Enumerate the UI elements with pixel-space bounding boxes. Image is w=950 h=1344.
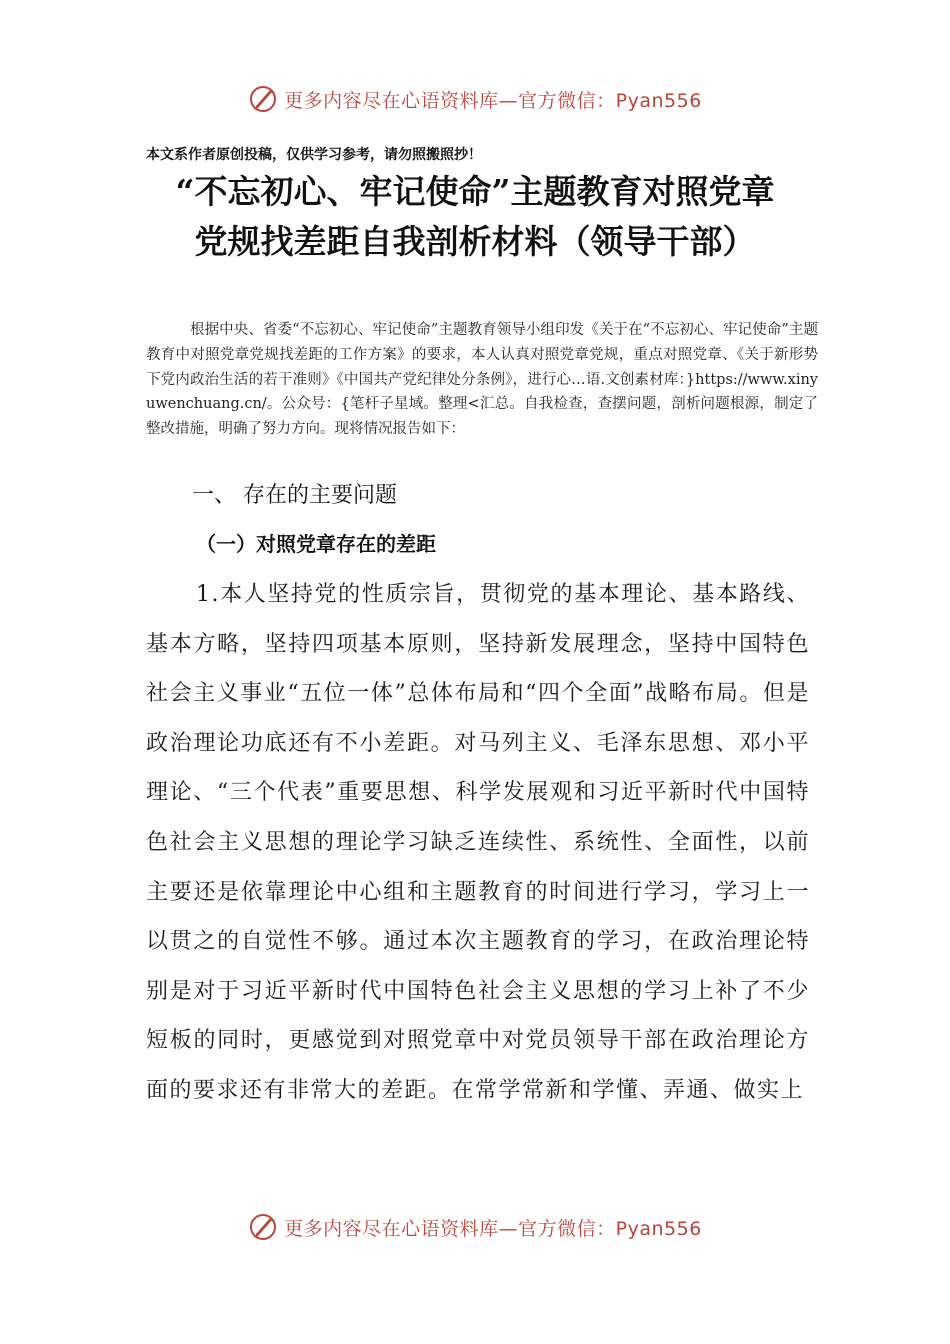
watermark-text: 更多内容尽在心语资料库—官方微信：Pyan556 [284, 1217, 702, 1240]
body-paragraph: 1.本人坚持党的性质宗旨，贯彻党的基本理论、基本路线、基本方略，坚持四项基本原则，坚持新发展理念，坚持中国特色社会主义事业“五位一体”总体布局和“四个全面”战略布局。但是政治理论功底还有不小差距。对马列主义、毛泽东思想、邓小平理论、“三个代表”重要思想、科学发展观和习近平新时代中国特色社会主义思想的理论学习缺乏连续性、系统性、全面性，以前主要还是依靠理论中心组和主题教育的时间进行学习，学习上一以贯之的自觉性不够。通过本次主题教育的学习，在政治理论特别是对于习近平新时代中国特色社会主义思想的学习上补了不少短板的同时，更感觉到对照党章中对党员领导干部在政治理论方面的要求还有非常大的差距。在常学常新和学懂、弄通、做实上 [146, 582, 810, 1103]
watermark-footer [0, 1212, 950, 1242]
section-heading: 一、 存在的主要问题 [192, 483, 397, 508]
quill-pen-icon [248, 84, 278, 114]
watermark-header [0, 84, 950, 114]
document-title-line-2: 党规找差距自我剖析材料（领导干部） [194, 222, 756, 261]
quill-pen-icon [248, 1212, 278, 1242]
watermark-text: 更多内容尽在心语资料库—官方微信：Pyan556 [284, 89, 702, 112]
copyright-notice: 本文系作者原创投稿，仅供学习参考，请勿照搬照抄！ [146, 147, 482, 163]
intro-paragraph: 根据中央、省委“不忘初心、牢记使命”主题教育领导小组印发《关于在“不忘初心、牢记使命”主题教育中对照党章党规找差距的工作方案》的要求，本人认真对照党章党规，重点对照党章、《关于新形势下党内政治生活的若干准则》《中国共产党纪律处分条例》，进行心…语.文创素材库：}https://www.xinyuwenchuang.cn/。公众号：{笔杆子星域。整理<汇总。自我检查，查摆问题，剖析问题根源，制定了整改措施，明确了努力方向。现将情况报告如下： [146, 322, 818, 438]
sub-heading: （一）对照党章存在的差距 [196, 532, 436, 556]
document-title-line-1: “不忘初心、牢记使命”主题教育对照党章 [175, 172, 775, 211]
